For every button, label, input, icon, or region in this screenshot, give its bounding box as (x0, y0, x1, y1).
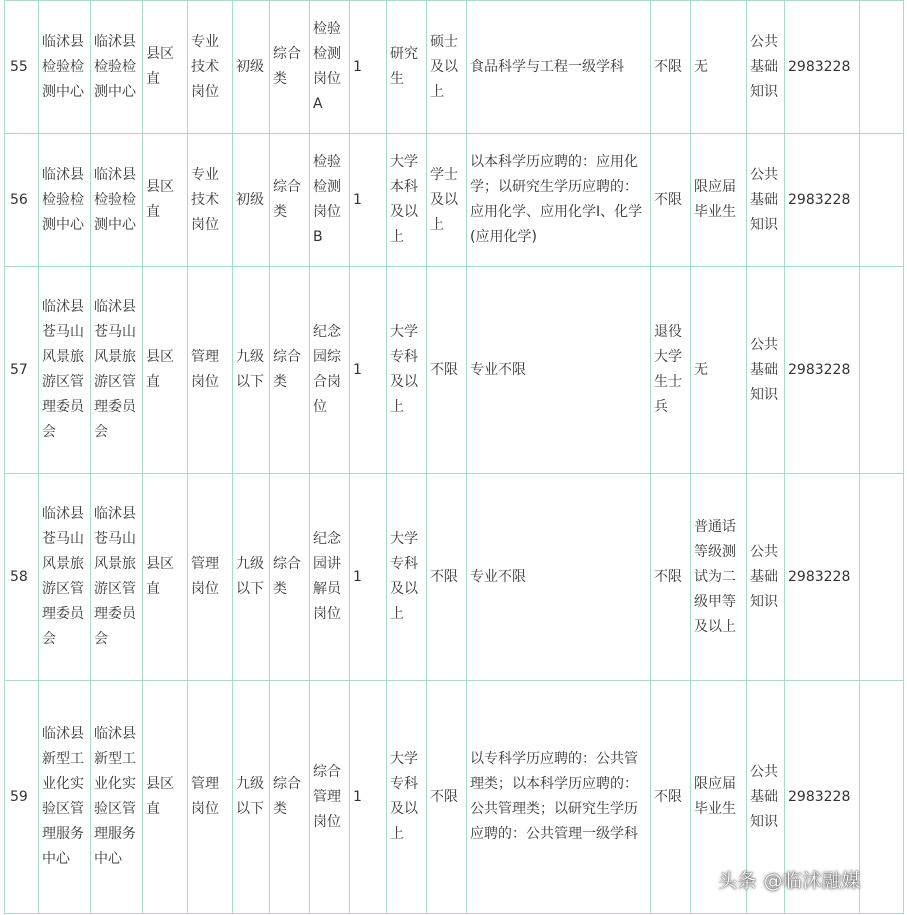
other-requirements: 无 (691, 1, 747, 134)
level-type: 县区直 (143, 681, 188, 914)
empty-cell (860, 134, 904, 267)
target-group: 不限 (651, 474, 691, 681)
target-group: 退役大学生士兵 (651, 267, 691, 474)
major: 食品科学与工程一级学科 (467, 1, 651, 134)
other-requirements: 限应届毕业生 (691, 681, 747, 914)
hiring-unit: 临沭县新型工业化实验区管理服务中心 (39, 681, 91, 914)
major: 以本科学历应聘的：应用化学；以研究生学历应聘的：应用化学、应用化学Ⅰ、化学(应用化学) (467, 134, 651, 267)
row-number: 58 (5, 474, 39, 681)
degree: 学士及以上 (427, 134, 467, 267)
education: 研究生 (387, 1, 427, 134)
other-requirements: 普通话等级测试为二级甲等及以上 (691, 474, 747, 681)
hiring-unit: 临沭县苍马山风景旅游区管理委员会 (39, 267, 91, 474)
post-category: 管理岗位 (188, 681, 233, 914)
education: 大学本科及以上 (387, 134, 427, 267)
post-kind: 综合类 (270, 474, 310, 681)
post-name: 综合管理岗位 (310, 681, 350, 914)
supervising-org: 临沭县检验检测中心 (91, 1, 143, 134)
major: 以专科学历应聘的：公共管理类；以本科学历应聘的：公共管理类；以研究生学历应聘的：公共管理一级学科 (467, 681, 651, 914)
contact-phone: 2983228 (785, 267, 860, 474)
post-name: 检验检测岗位A (310, 1, 350, 134)
table-row (5, 267, 904, 474)
recruitment-table (4, 0, 904, 914)
contact-phone: 2983228 (785, 474, 860, 681)
post-name: 纪念园综合岗位 (310, 267, 350, 474)
empty-cell (860, 474, 904, 681)
post-kind: 综合类 (270, 267, 310, 474)
target-group: 不限 (651, 1, 691, 134)
hiring-unit: 临沭县苍马山风景旅游区管理委员会 (39, 474, 91, 681)
hiring-unit: 临沭县检验检测中心 (39, 134, 91, 267)
major: 专业不限 (467, 474, 651, 681)
post-kind: 综合类 (270, 1, 310, 134)
post-name: 纪念园讲解员岗位 (310, 474, 350, 681)
exam-subject: 公共基础知识 (747, 267, 785, 474)
post-category: 专业技术岗位 (188, 134, 233, 267)
degree: 不限 (427, 474, 467, 681)
hiring-count: 1 (350, 681, 387, 914)
post-grade: 九级以下 (233, 267, 270, 474)
level-type: 县区直 (143, 1, 188, 134)
level-type: 县区直 (143, 134, 188, 267)
post-name: 检验检测岗位B (310, 134, 350, 267)
target-group: 不限 (651, 134, 691, 267)
education: 大学专科及以上 (387, 474, 427, 681)
other-requirements: 限应届毕业生 (691, 134, 747, 267)
target-group: 不限 (651, 681, 691, 914)
exam-subject: 公共基础知识 (747, 474, 785, 681)
post-category: 专业技术岗位 (188, 1, 233, 134)
supervising-org: 临沭县检验检测中心 (91, 134, 143, 267)
exam-subject: 公共基础知识 (747, 681, 785, 914)
hiring-count: 1 (350, 134, 387, 267)
education: 大学专科及以上 (387, 681, 427, 914)
contact-phone: 2983228 (785, 134, 860, 267)
post-category: 管理岗位 (188, 474, 233, 681)
hiring-count: 1 (350, 1, 387, 134)
row-number: 56 (5, 134, 39, 267)
level-type: 县区直 (143, 267, 188, 474)
supervising-org: 临沭县苍马山风景旅游区管理委员会 (91, 267, 143, 474)
hiring-count: 1 (350, 267, 387, 474)
empty-cell (860, 1, 904, 134)
table-row (5, 474, 904, 681)
hiring-count: 1 (350, 474, 387, 681)
table-row (5, 134, 904, 267)
degree: 不限 (427, 681, 467, 914)
supervising-org: 临沭县苍马山风景旅游区管理委员会 (91, 474, 143, 681)
post-grade: 九级以下 (233, 474, 270, 681)
table-row (5, 1, 904, 134)
supervising-org: 临沭县新型工业化实验区管理服务中心 (91, 681, 143, 914)
post-kind: 综合类 (270, 681, 310, 914)
empty-cell (860, 267, 904, 474)
row-number: 59 (5, 681, 39, 914)
degree: 不限 (427, 267, 467, 474)
row-number: 55 (5, 1, 39, 134)
contact-phone: 2983228 (785, 681, 860, 914)
post-kind: 综合类 (270, 134, 310, 267)
post-grade: 九级以下 (233, 681, 270, 914)
hiring-unit: 临沭县检验检测中心 (39, 1, 91, 134)
watermark: 头条 @临沭融媒 (718, 870, 862, 892)
other-requirements: 无 (691, 267, 747, 474)
post-grade: 初级 (233, 134, 270, 267)
exam-subject: 公共基础知识 (747, 134, 785, 267)
empty-cell (860, 681, 904, 914)
education: 大学专科及以上 (387, 267, 427, 474)
major: 专业不限 (467, 267, 651, 474)
level-type: 县区直 (143, 474, 188, 681)
post-grade: 初级 (233, 1, 270, 134)
row-number: 57 (5, 267, 39, 474)
contact-phone: 2983228 (785, 1, 860, 134)
degree: 硕士及以上 (427, 1, 467, 134)
exam-subject: 公共基础知识 (747, 1, 785, 134)
post-category: 管理岗位 (188, 267, 233, 474)
